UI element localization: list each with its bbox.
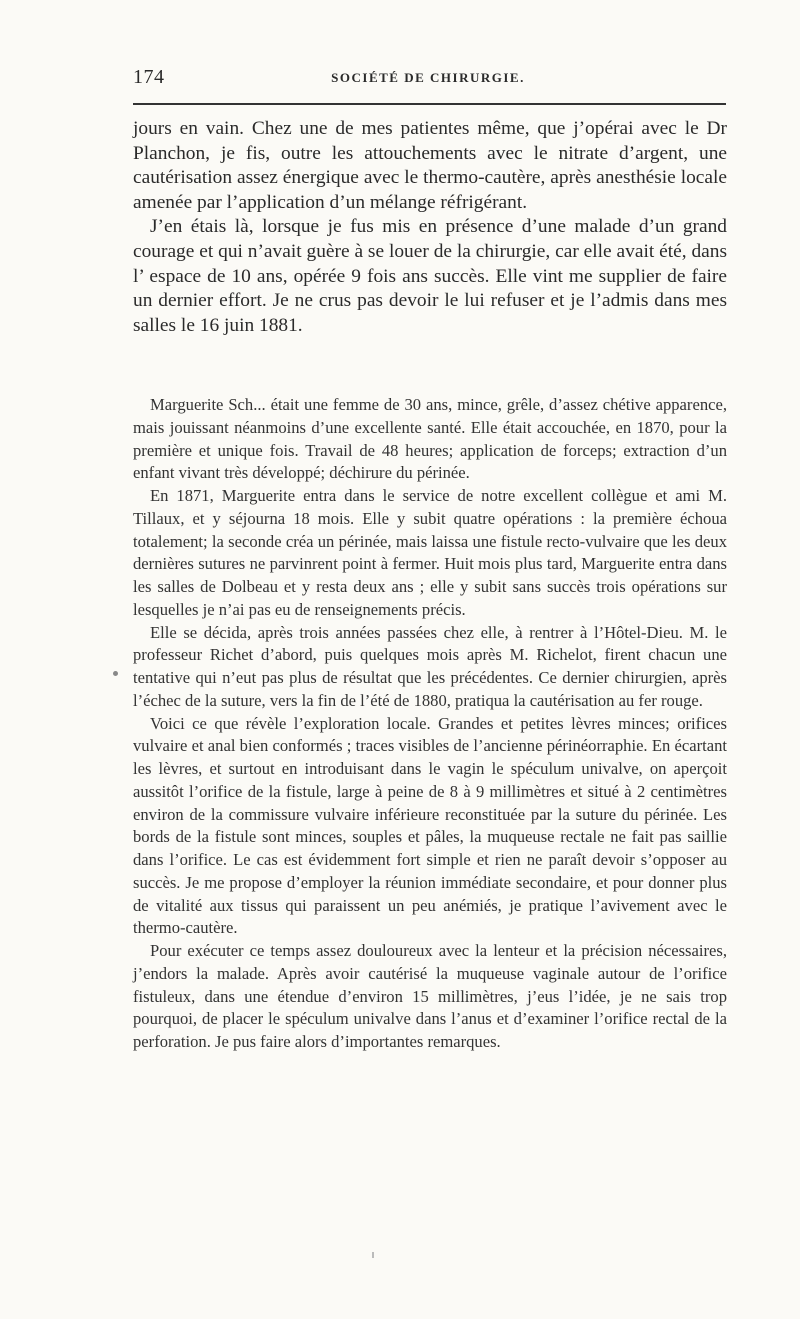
header-rule (133, 103, 726, 105)
paragraph: Voici ce que révèle l’exploration locale. Grandes et petites lèvres minces; orifices vulvaire et anal bien conformés ; traces visibles de l’ancienne périnéorraphie. En écartant les lèvres, et surtout en introduisant dans le vagin le spéculum univalve, on aperçoit aussitôt l’orifice de la fistule, large à peine de 8 à 9 millimètres et situé à 2 centimètres environ de la commissure vulvaire inférieure reconstituée par la suture du périnée. Les bords de la fistule sont minces, souples et pâles, la muqueuse rectale ne fait pas saillie dans l’orifice. Le cas est évidemment fort simple et rien ne paraît devoir s’opposer au succès. Je me propose d’employer la réunion immédiate secondaire, et pour donner plus de vitalité aux tissus qui paraissent un peu anémiés, je pratique l’avivement avec le thermo-cautère. (133, 713, 727, 938)
paragraph: Marguerite Sch... était une femme de 30 ans, mince, grêle, d’assez chétive apparence, mais jouissant néanmoins d’une excellente santé. Elle était accouchée, en 1870, pour la première et unique fois. Travail de 48 heures; application de forceps; extraction d’un enfant vivant très développé; déchirure du périnée. (133, 395, 727, 483)
page-number: 174 (133, 66, 165, 88)
page-header (133, 62, 723, 92)
paragraph: Pour exécuter ce temps assez douloureux avec la lenteur et la précision nécessaires, j’endors la malade. Après avoir cautérisé la muqueuse vaginale autour de l’orifice fistuleux, dans une étendue d’environ 15 millimètres, j’eus l’idée, je ne sais trop pourquoi, de placer le spéculum univalve dans l’anus et d’examiner l’orifice rectal de la perforation. Je pus faire alors d’importantes remarques. (133, 941, 727, 1051)
stray-mark (372, 1252, 374, 1258)
paragraph: Elle se décida, après trois années passées chez elle, à rentrer à l’Hôtel-Dieu. M. le professeur Richet d’abord, puis quelques mois après M. Richelot, firent chacun une tentative qui n’eut pas plus de résultat que les précédentes. Ce dernier chirurgien, après l’échec de la suture, vers la fin de l’été de 1880, pratiqua la cautérisation au fer rouge. (133, 622, 727, 710)
paragraph: J’en étais là, lorsque je fus mis en présence d’une malade d’un grand courage et qui n’avait guère à se louer de la chirurgie, car elle avait été, dans l’ espace de 10 ans, opérée 9 fois ans succès. Elle vint me supplier de faire un dernier effort. Je ne crus pas devoir le lui refuser et je l’admis dans mes salles le 16 juin 1881. (133, 216, 727, 336)
main-text (133, 117, 727, 338)
margin-mark (113, 671, 118, 676)
paragraph-continuation: jours en vain. Chez une de mes patientes même, que j’opérai avec le Dr Planchon, je fis, outre les attouchements avec le nitrate d’argent, une cautérisation assez énergique avec le thermo-cautère, après anesthésie locale amenée par l’application d’un mélange réfrigérant. (133, 118, 727, 213)
case-report (133, 394, 727, 1054)
paragraph: En 1871, Marguerite entra dans le service de notre excellent collègue et ami M. Tillaux, et y séjourna 18 mois. Elle y subit quatre opérations : la première échoua totalement; la seconde créa un périnée, mais laissa une fistule recto-vulvaire que les deux dernières sutures ne parvinrent point à fermer. Huit mois plus tard, Marguerite entra dans les salles de Dolbeau et y resta deux ans ; elle y subit sans succès trois opérations sur lesquelles je n’ai pas eu de renseignements précis. (133, 486, 727, 619)
running-title: SOCIÉTÉ DE CHIRURGIE. (331, 70, 525, 85)
